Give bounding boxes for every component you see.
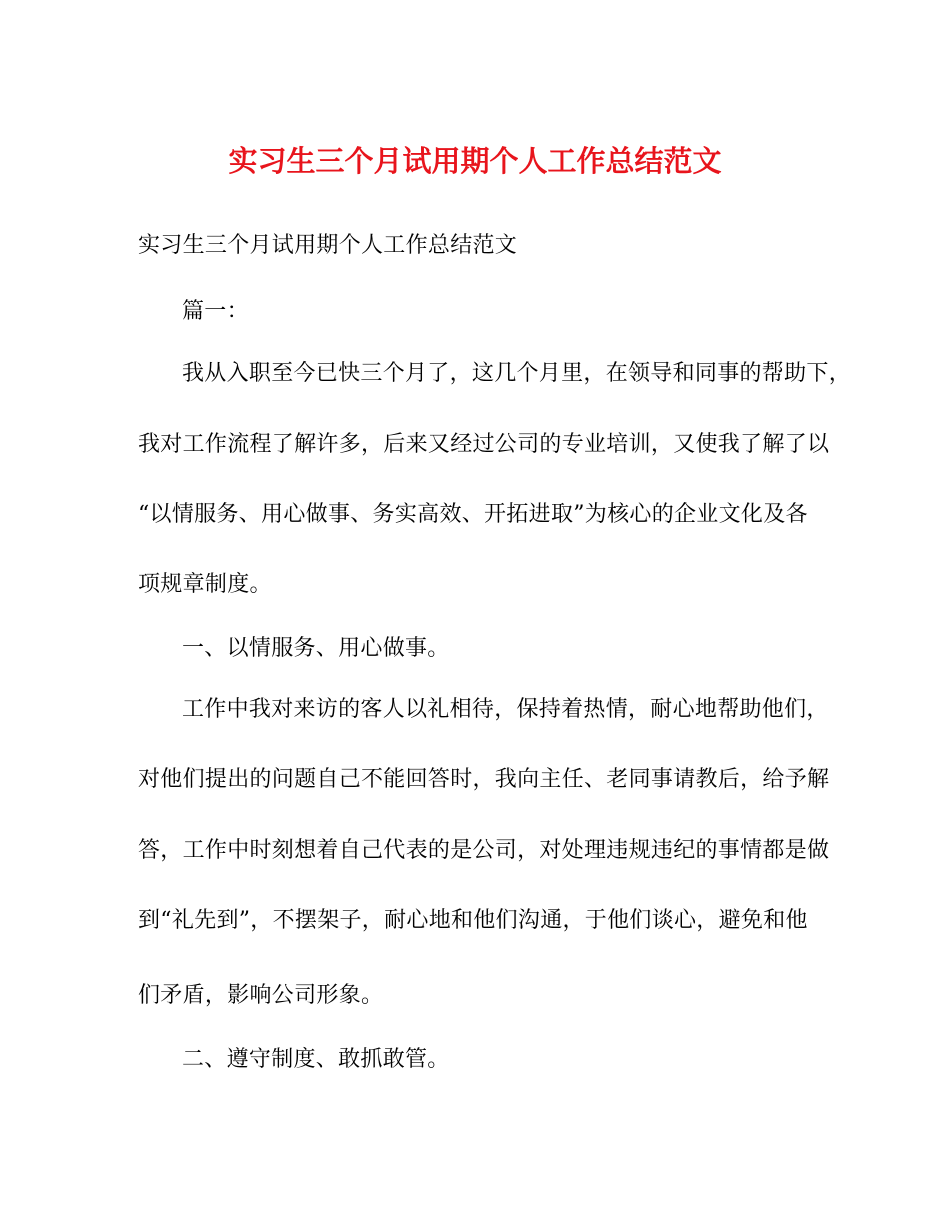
section-heading-one: 一、以情服务、用心做事。 (182, 636, 450, 661)
paragraph-line: 项规章制度。 (138, 572, 272, 597)
paragraph-line: 答，工作中时刻想着自己代表的是公司，对处理违规违纪的事情都是做 (138, 838, 830, 863)
paragraph-line: “以情服务、用心做事、务实高效、开拓进取”为核心的企业文化及各 (138, 502, 808, 527)
document-title: 实习生三个月试用期个人工作总结范文 (228, 144, 722, 178)
paragraph-line: 对他们提出的问题自己不能回答时，我向主任、老同事请教后，给予解 (138, 767, 830, 792)
paragraph-line: 我从入职至今已快三个月了，这几个月里，在领导和同事的帮助下， (182, 361, 852, 386)
paragraph-line: 到“礼先到”，不摆架子，耐心地和他们沟通，于他们谈心，避免和他 (138, 908, 808, 933)
subtitle-line: 实习生三个月试用期个人工作总结范文 (138, 233, 518, 258)
section-heading-part-one: 篇一： (182, 299, 249, 324)
section-heading-two: 二、遵守制度、敢抓敢管。 (182, 1047, 450, 1072)
paragraph-line: 我对工作流程了解许多，后来又经过公司的专业培训，又使我了解了以 (138, 432, 830, 457)
paragraph-line: 工作中我对来访的客人以礼相待，保持着热情，耐心地帮助他们， (182, 697, 829, 722)
paragraph-line: 们矛盾，影响公司形象。 (138, 983, 384, 1008)
